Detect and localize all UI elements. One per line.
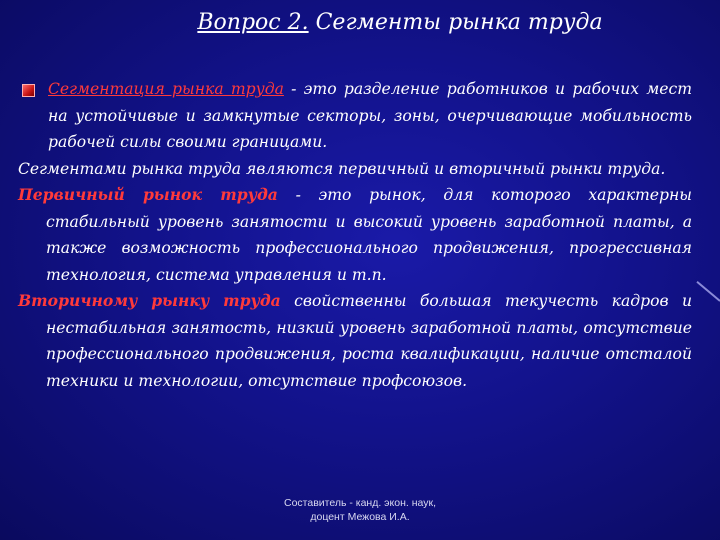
secondary-market-text: свойственны большая текучесть кадров и нестабильная занятость, низкий уровень заработной платы, отсутствие профессионального продвижения, роста квалификации, наличие отсталой техники и технологии, отсутствие профсоюзов. <box>46 292 692 390</box>
paragraph-primary-market <box>18 182 692 288</box>
term-segmentation-link[interactable]: Сегментация рынка труда <box>48 80 284 98</box>
slide-title <box>0 10 720 35</box>
term-secondary-market: Вторичному рынку труда <box>18 291 281 310</box>
primary-market-text: - это рынок, для которого характерны стабильный уровень занятости и высокий уровень заработной платы, а также возможность профессионального продвижения, прогрессивная технология, система управления и т.п. <box>46 186 692 284</box>
bullet-icon <box>22 84 35 97</box>
decorative-line <box>696 281 720 302</box>
paragraph-definition <box>18 76 692 156</box>
slide-body <box>18 76 692 394</box>
paragraph-secondary-market <box>18 288 692 394</box>
footer-author-line2: доцент Межова И.А. <box>310 511 410 523</box>
slide-footer <box>210 496 510 524</box>
footer-author-line1: Составитель - канд. экон. наук, <box>283 497 436 509</box>
title-question-number: Вопрос 2. <box>197 10 309 35</box>
title-text: Сегменты рынка труда <box>308 10 603 35</box>
paragraph-segments <box>18 156 692 183</box>
definition-text: - это разделение работников и рабочих мест на устойчивые и замкнутые секторы, зоны, очерчивающие мобильность рабочей силы своими границами. <box>48 80 692 151</box>
term-primary-market: Первичный рынок труда <box>18 185 278 204</box>
segments-text: Сегментами рынка труда являются первичный и вторичный рынки труда. <box>18 159 666 178</box>
